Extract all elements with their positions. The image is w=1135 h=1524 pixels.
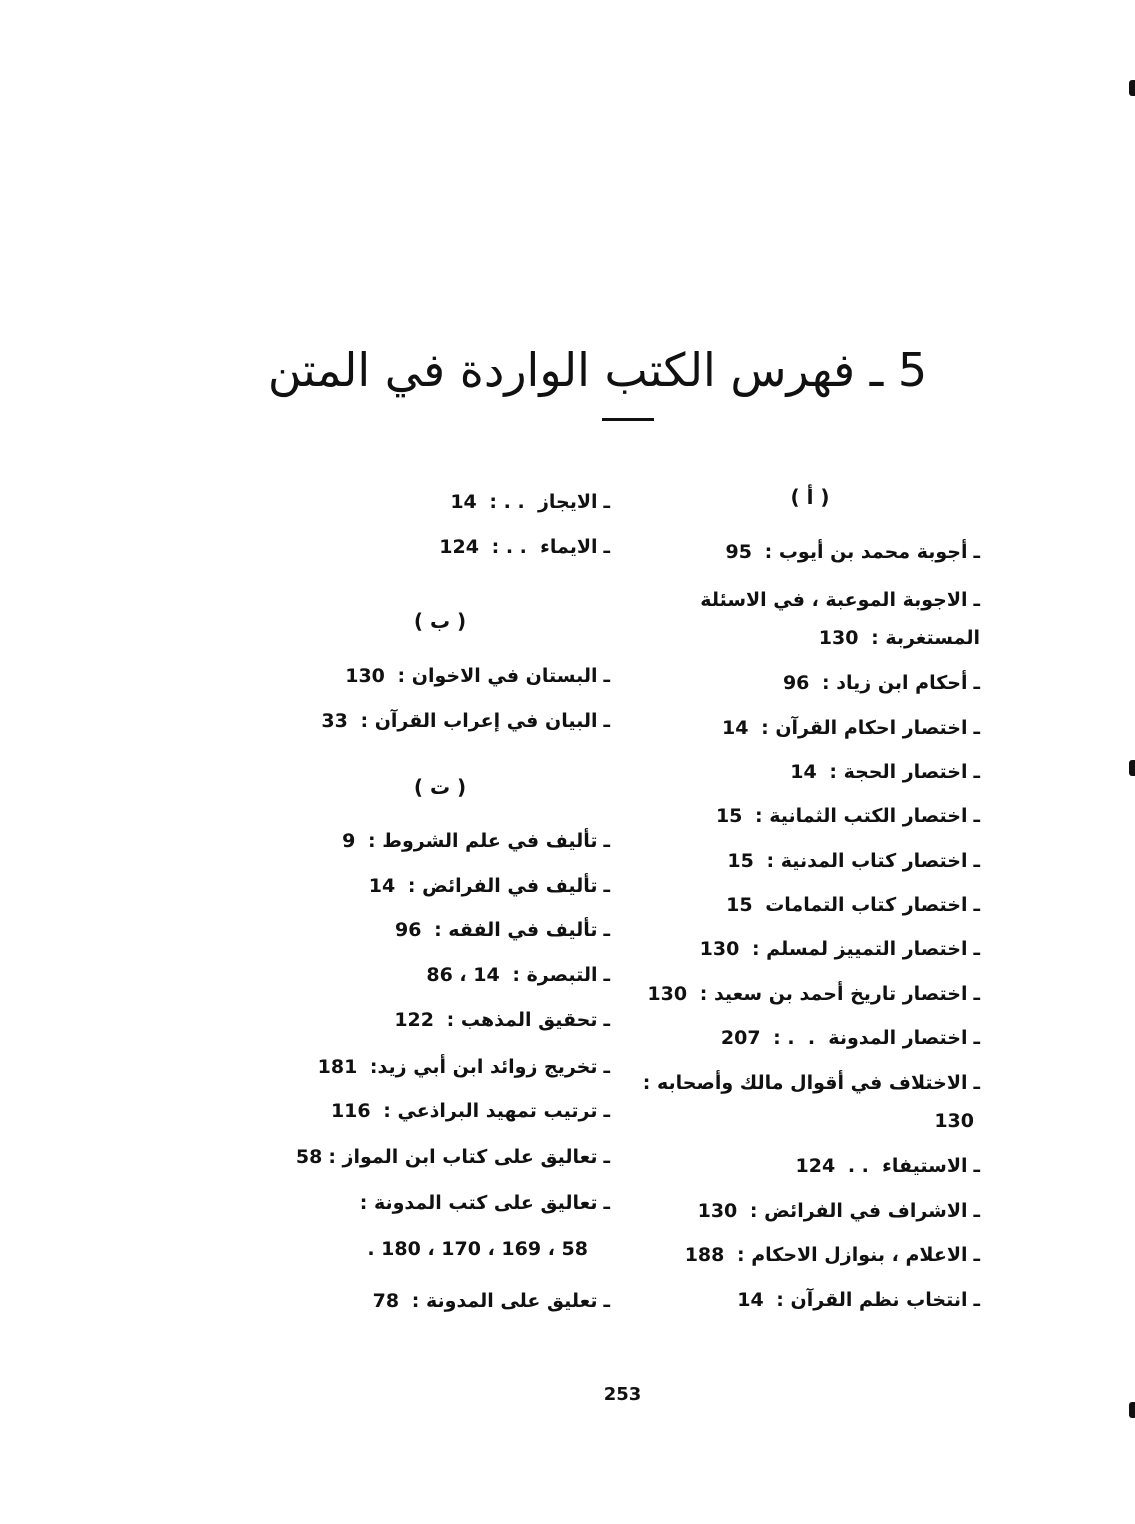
entry-pages: 78 xyxy=(372,1290,400,1312)
entry-dash: ـ xyxy=(603,1100,610,1122)
entry-pages: 188 xyxy=(684,1244,725,1266)
entry-pages: 130 xyxy=(345,665,385,687)
entry-dash: ـ xyxy=(973,717,980,739)
entry-dash: ـ xyxy=(603,919,610,941)
entry-pages: 122 xyxy=(394,1009,434,1031)
section-heading-alif: ( أ ) xyxy=(790,485,830,509)
entry-title: تأليف في علم الشروط xyxy=(382,830,598,852)
entry-pages: 116 xyxy=(330,1100,371,1122)
index-entry: ـاختصار التمييز لمسلم : 130 xyxy=(640,934,980,964)
index-entry: ـاختصار المدونة . . : 207 xyxy=(640,1023,980,1053)
entry-pages: 130 xyxy=(699,938,740,960)
entry-dash: ـ xyxy=(973,1244,980,1266)
entry-pages: 14 ، 86 xyxy=(426,964,500,986)
entry-dash: ـ xyxy=(973,1027,980,1049)
entry-dash: ـ xyxy=(603,1146,610,1168)
entry-title: البستان في الاخوان xyxy=(411,665,598,687)
index-entry: ـتعاليق على كتب المدونة : xyxy=(270,1188,610,1218)
index-entry xyxy=(640,890,980,920)
entry-title: اختصار الكتب الثمانية xyxy=(769,805,968,827)
index-entry: ـالتبصرة : 14 ، 86 xyxy=(270,960,610,990)
entry-dash: ـ xyxy=(973,761,980,783)
index-entry: ـأحكام ابن زياد : 96 xyxy=(640,668,980,698)
entry-dash: ـ xyxy=(973,805,980,827)
entry-pages: 95 xyxy=(725,541,752,563)
index-entry: ـالبيان في إعراب القرآن : 33 xyxy=(270,706,610,736)
entry-title: تعاليق على كتاب ابن المواز xyxy=(342,1146,598,1168)
entry-title: الاجوبة الموعبة ، في الاسئلة المستغربة xyxy=(700,589,980,649)
index-entry: ـاختصار احكام القرآن : 14 xyxy=(640,713,980,743)
entry-title: اختصار الحجة xyxy=(843,761,968,783)
entry-pages: 15 xyxy=(715,805,743,827)
entry-pages: 207 xyxy=(720,1027,761,1049)
index-entry: ـالاستيفاء . . 124 xyxy=(640,1151,980,1181)
entry-title: تأليف في الفرائض xyxy=(422,875,598,897)
index-entry: ـانتخاب نظم القرآن : 14 xyxy=(640,1285,980,1315)
entry-title: الايجاز xyxy=(537,491,598,513)
entry-pages: 14 xyxy=(450,491,477,513)
index-entry: ـاختصار الحجة : 14 xyxy=(640,757,980,787)
index-entry: ـتأليف في الفقه : 96 xyxy=(270,915,610,945)
entry-pages: 15 xyxy=(726,894,753,916)
entry-title: تعليق على المدونة xyxy=(425,1290,598,1312)
index-entry: ـتأليف في علم الشروط : 9 xyxy=(270,826,610,856)
index-entry: ـالاختلاف في أقوال مالك وأصحابه : 130 xyxy=(640,1064,980,1140)
index-entry: ـالاجوبة الموعبة ، في الاسئلة المستغربة : 130 xyxy=(640,581,980,657)
entry-dash: ـ xyxy=(603,1290,610,1312)
entry-title: الايماء xyxy=(540,536,598,558)
entry-pages: 58 xyxy=(295,1146,323,1168)
entry-title: تعاليق على كتب المدونة xyxy=(373,1192,598,1214)
entry-title: اختصار كتاب التمامات xyxy=(765,894,968,916)
entry-pages: 130 xyxy=(818,627,859,649)
entry-pages: 130 xyxy=(697,1200,738,1222)
entry-dash: ـ xyxy=(603,964,610,986)
entry-pages: 124 xyxy=(439,536,479,558)
index-entry: ـأجوبة محمد بن أيوب : 95 xyxy=(640,537,980,567)
entry-title: ترتيب تمهيد البراذعي xyxy=(397,1100,598,1122)
entry-title: الاستيفاء xyxy=(882,1155,968,1177)
entry-dash: ـ xyxy=(973,672,980,694)
entry-pages: 96 xyxy=(394,919,422,941)
entry-dash: ـ xyxy=(603,875,610,897)
entry-dash: ـ xyxy=(603,1056,610,1078)
entry-pages: 14 xyxy=(737,1289,764,1311)
entry-title: اختصار المدونة xyxy=(828,1027,968,1049)
index-entry: ـالايجاز . . : 14 xyxy=(270,487,610,517)
entry-dash: ـ xyxy=(603,536,610,558)
entry-pages: 14 xyxy=(790,761,817,783)
entry-dash: ـ xyxy=(973,1155,980,1177)
entry-title: اختصار تاريخ أحمد بن سعيد xyxy=(713,983,968,1005)
section-heading-ba: ( ب ) xyxy=(413,609,467,633)
entry-pages: 181 xyxy=(317,1056,358,1078)
entry-dash: ـ xyxy=(603,710,610,732)
entry-title: الاعلام ، بنوازل الاحكام xyxy=(751,1244,968,1266)
index-entry: ـتخريج زوائد ابن أبي زيد: 181 xyxy=(270,1052,610,1082)
entry-pages: 130 xyxy=(647,983,688,1005)
entry-title: اختصار احكام القرآن xyxy=(775,717,968,739)
index-entry: ـالايماء . . : 124 xyxy=(270,532,610,562)
index-entry: ـالاعلام ، بنوازل الاحكام : 188 xyxy=(640,1240,980,1270)
index-entry: ـاختصار كتاب المدنية : 15 xyxy=(640,846,980,876)
entry-dash: ـ xyxy=(973,983,980,1005)
section-heading-ta: ( ت ) xyxy=(413,775,467,799)
entry-pages: 130 xyxy=(934,1110,974,1132)
index-entry: ـالبستان في الاخوان : 130 xyxy=(270,661,610,691)
index-entry: ـتحقيق المذهب : 122 xyxy=(270,1005,610,1035)
title-underline xyxy=(602,418,654,421)
index-entry: ـتعاليق على كتاب ابن المواز :58 xyxy=(270,1142,610,1172)
entry-dash: ـ xyxy=(603,491,610,513)
scan-edge-mark xyxy=(1129,1402,1135,1418)
entry-title: انتخاب نظم القرآن xyxy=(790,1289,968,1311)
entry-title: تخريج زوائد ابن أبي زيد xyxy=(377,1056,598,1078)
index-entry-continuation xyxy=(270,1234,610,1264)
index-entry: ـالاشراف في الفرائض : 130 xyxy=(640,1196,980,1226)
entry-title: البيان في إعراب القرآن xyxy=(374,710,598,732)
entry-dash: ـ xyxy=(973,938,980,960)
entry-title: اختصار كتاب المدنية xyxy=(780,850,968,872)
index-entry: ـتعليق على المدونة : 78 xyxy=(270,1286,610,1316)
entry-pages: 14 xyxy=(368,875,396,897)
entry-dash: ـ xyxy=(973,1072,980,1094)
entry-pages: 124 xyxy=(795,1155,836,1177)
entry-dash: ـ xyxy=(973,850,980,872)
entry-dash: ـ xyxy=(973,541,980,563)
entry-dash: ـ xyxy=(973,894,980,916)
entry-dash: ـ xyxy=(973,1200,980,1222)
entry-pages: 14 xyxy=(722,717,749,739)
entry-dash: ـ xyxy=(603,665,610,687)
entry-pages: 58 ، 169 ، 170 ، 180 . xyxy=(367,1238,588,1260)
scan-edge-mark xyxy=(1129,760,1135,776)
entry-title: أجوبة محمد بن أيوب xyxy=(778,541,968,563)
index-entry: ـاختصار الكتب الثمانية : 15 xyxy=(640,801,980,831)
entry-title: الاشراف في الفرائض xyxy=(764,1200,968,1222)
index-entry: ـاختصار تاريخ أحمد بن سعيد : 130 xyxy=(640,979,980,1009)
page-title: 5 ـ فهرس الكتب الواردة في المتن xyxy=(267,343,928,397)
entry-pages: 33 xyxy=(321,710,348,732)
entry-dash: ـ xyxy=(603,830,610,852)
entry-dash: ـ xyxy=(603,1192,610,1214)
index-entry: ـتأليف في الفرائض : 14 xyxy=(270,871,610,901)
entry-pages: 9 xyxy=(342,830,356,852)
entry-title: التبصرة xyxy=(526,964,598,986)
page-number: 253 xyxy=(603,1384,642,1405)
entry-title: اختصار التمييز لمسلم xyxy=(766,938,968,960)
entry-dash: ـ xyxy=(973,589,980,611)
entry-title: أحكام ابن زياد xyxy=(836,672,968,694)
scan-edge-mark xyxy=(1129,80,1135,96)
entry-pages: 15 xyxy=(727,850,754,872)
entry-dash: ـ xyxy=(603,1009,610,1031)
entry-title: الاختلاف في أقوال مالك وأصحابه xyxy=(657,1072,968,1094)
entry-pages: 96 xyxy=(782,672,810,694)
entry-dash: ـ xyxy=(973,1289,980,1311)
entry-title: تحقيق المذهب xyxy=(460,1009,598,1031)
index-entry: ـترتيب تمهيد البراذعي : 116 xyxy=(270,1096,610,1126)
entry-title: تأليف في الفقه xyxy=(448,919,598,941)
